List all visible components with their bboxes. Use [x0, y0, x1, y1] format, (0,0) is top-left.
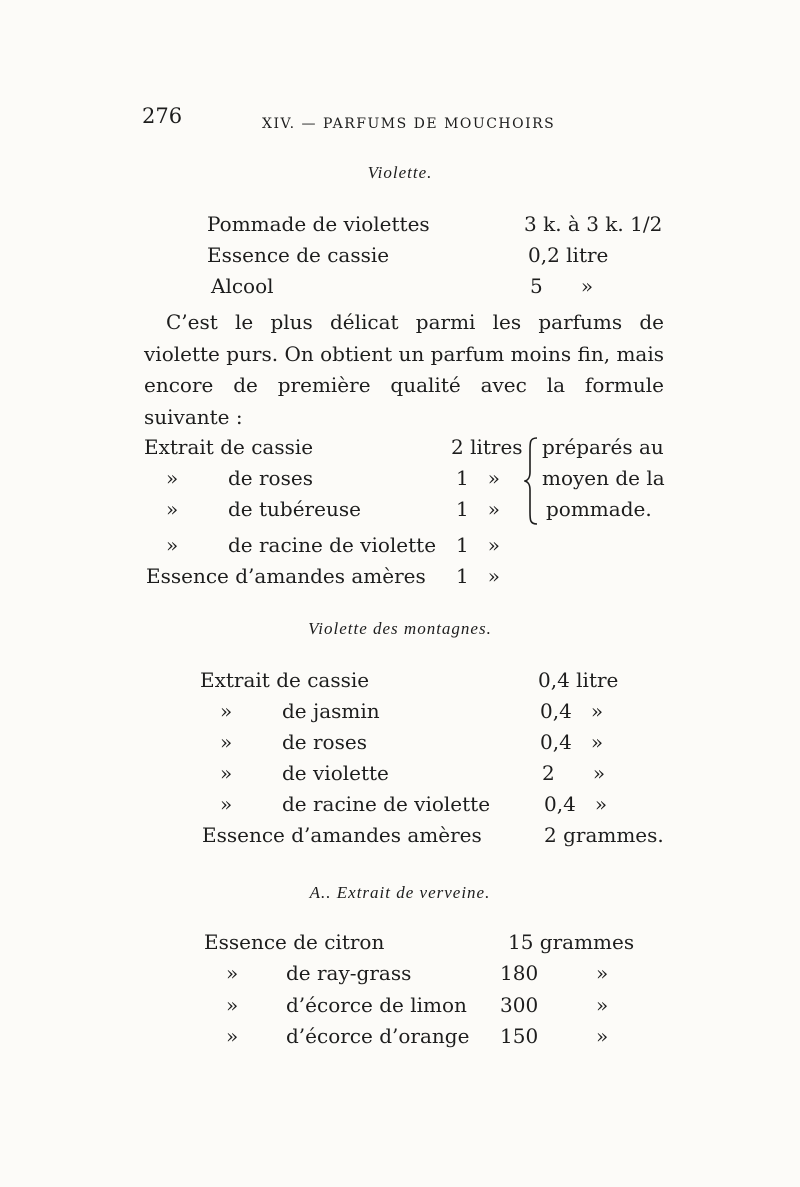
ditto-mark: » — [166, 466, 179, 490]
curly-brace-icon — [524, 436, 540, 526]
ditto-mark: » — [220, 699, 233, 723]
ingredient-qty: 300 — [500, 993, 539, 1017]
ingredient-name: de roses — [282, 730, 367, 754]
ingredient-qty: 2 grammes. — [544, 823, 664, 847]
ingredient-qty: 2 » — [542, 761, 606, 785]
page-number: 276 — [142, 104, 183, 128]
ingredient-qty: 1 » — [456, 497, 501, 521]
ingredient-qty: 0,4 » — [540, 730, 604, 754]
ingredient-qty: 0,4 litre — [538, 668, 619, 692]
ingredient-qty: 15 grammes — [508, 930, 635, 954]
body-paragraph — [144, 307, 664, 433]
ingredient-name: de violette — [282, 761, 389, 785]
ditto-mark: » — [220, 730, 233, 754]
ditto-mark: » — [226, 1024, 239, 1048]
ingredient-name: de racine de violette — [228, 533, 437, 557]
ingredient-qty: 180 — [500, 961, 539, 985]
ditto-mark: » — [226, 961, 239, 985]
ditto-mark: » — [220, 792, 233, 816]
ingredient-name: d’écorce d’orange — [286, 1024, 470, 1048]
section-title-montagnes: Violette des montagnes. — [308, 619, 492, 638]
bracket-note-line: préparés au — [542, 435, 664, 459]
ingredient-name: Alcool — [211, 274, 274, 298]
bracket-note-line: pommade. — [546, 497, 652, 521]
running-head: XIV. — PARFUMS DE MOUCHOIRS — [262, 116, 556, 132]
ingredient-name: Essence de cassie — [207, 243, 390, 267]
ditto-mark: » — [226, 993, 239, 1017]
ingredient-name: de roses — [228, 466, 313, 490]
ingredient-unit: » — [596, 993, 609, 1017]
ditto-mark: » — [166, 497, 179, 521]
ingredient-unit: » — [596, 961, 609, 985]
ingredient-name: d’écorce de limon — [286, 993, 467, 1017]
ingredient-qty: 0,2 litre — [528, 243, 609, 267]
ingredient-qty: 5 » — [530, 274, 594, 298]
ditto-mark: » — [220, 761, 233, 785]
ingredient-qty: 1 » — [456, 466, 501, 490]
ingredient-name: Essence de citron — [204, 930, 385, 954]
ingredient-name: Extrait de cassie — [144, 435, 314, 459]
ditto-mark: » — [166, 533, 179, 557]
ingredient-qty: 3 k. à 3 k. 1/2 — [524, 212, 663, 236]
section-title-violette: Violette. — [367, 163, 433, 182]
ingredient-qty: 150 — [500, 1024, 539, 1048]
ingredient-qty: 0,4 » — [544, 792, 608, 816]
ingredient-unit: » — [596, 1024, 609, 1048]
ingredient-name: Essence d’amandes amères — [146, 564, 426, 588]
section-title-verveine: A.. Extrait de verveine. — [309, 883, 491, 902]
ingredient-name: Essence d’amandes amères — [202, 823, 482, 847]
ingredient-qty: 1 » — [456, 533, 501, 557]
ingredient-qty: 0,4 » — [540, 699, 604, 723]
ingredient-qty: 1 » — [456, 564, 501, 588]
bracket-note-line: moyen de la — [542, 466, 665, 490]
ingredient-name: Pommade de violettes — [207, 212, 430, 236]
ingredient-qty: 2 litres — [451, 435, 523, 459]
ingredient-name: Extrait de cassie — [200, 668, 370, 692]
ingredient-name: de racine de violette — [282, 792, 491, 816]
paragraph-text: C’est le plus délicat parmi les parfums de violette purs. On obtient un parfum moins fin, mais encore de première qualité avec la formule suivante : — [144, 310, 664, 429]
ingredient-name: de tubéreuse — [228, 497, 361, 521]
ingredient-name: de ray-grass — [286, 961, 412, 985]
ingredient-name: de jasmin — [282, 699, 380, 723]
